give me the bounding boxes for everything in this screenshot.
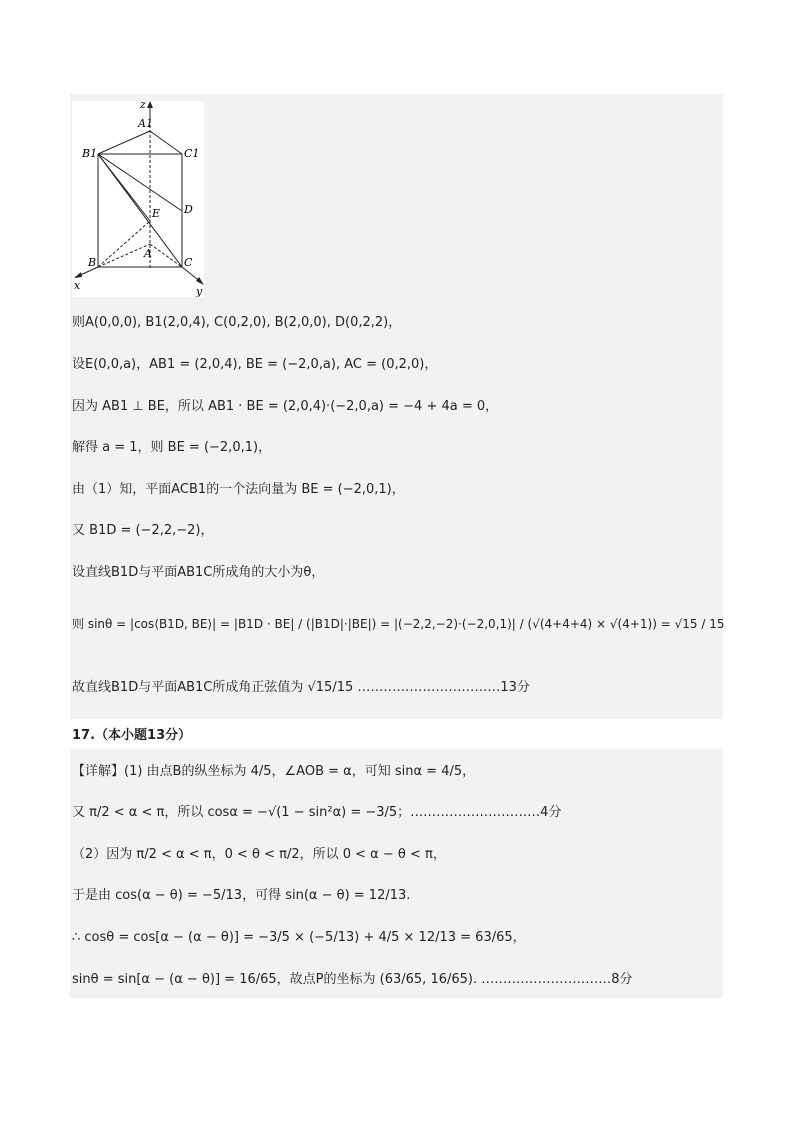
angle-setup-line: 设直线B1D与平面AB1C所成角的大小为θ， [72, 565, 325, 580]
sin-diff-line: 于是由 cos(α − θ) = −5/13，可得 sin(α − θ) = 12/13. [72, 888, 411, 903]
label-c1: C1 [184, 147, 200, 160]
prism-figure [72, 101, 204, 297]
sin-theta-line: sinθ = sin[α − (α − θ)] = 16/65，故点P的坐标为 (63/65, 16/65). …………………………8分 [72, 972, 633, 987]
part2-line: （2）因为 π/2 < α < π，0 < θ < π/2，所以 0 < α − θ < π， [72, 847, 446, 862]
label-a: A [144, 247, 152, 260]
coordinates-line: 则A(0,0,0), B1(2,0,4), C(0,2,0), B(2,0,0), D(0,2,2)， [72, 315, 402, 330]
vectors-line: 设E(0,0,a)，AB1 = (2,0,4), BE = (−2,0,a), AC = (0,2,0)， [72, 357, 438, 372]
perpendicular-line: 因为 AB1 ⊥ BE，所以 AB1 · BE = (2,0,4)·(−2,0,a) = −4 + 4a = 0， [72, 399, 499, 414]
label-c: C [184, 256, 193, 269]
part1-line: 【详解】(1) 由点B的纵坐标为 4/5，∠AOB = α，可知 sinα = 4/5， [72, 764, 476, 779]
label-a1: A1 [138, 117, 153, 130]
b1d-vector-line: 又 B1D = (−2,2,−2)， [72, 523, 214, 538]
label-y: y [196, 285, 203, 297]
solve-a-line: 解得 a = 1，则 BE = (−2,0,1)， [72, 440, 272, 455]
label-b: B [88, 256, 97, 269]
cos-alpha-line: 又 π/2 < α < π，所以 cosα = −√(1 − sin²α) = −3/5；…………………………4分 [72, 805, 562, 820]
label-d: D [184, 203, 193, 216]
solution-block-17 [70, 749, 723, 998]
label-b1: B1 [82, 147, 98, 160]
normal-vector-line: 由（1）知，平面ACB1的一个法向量为 BE = (−2,0,1)， [72, 482, 405, 497]
conclusion-16-line: 故直线B1D与平面AB1C所成角正弦值为 √15/15 ……………………………13分 [72, 680, 530, 695]
label-e: E [152, 207, 161, 220]
label-z: z [140, 101, 146, 111]
problem-17-heading: 17.（本小题13分） [72, 728, 192, 743]
prism-diagram [72, 101, 204, 297]
cos-theta-line: ∴ cosθ = cos[α − (α − θ)] = −3/5 × (−5/13) + 4/5 × 12/13 = 63/65， [72, 930, 526, 945]
sine-computation-line: 则 sinθ = |cos⟨B1D, BE⟩| = |B1D · BE| / (|B1D|·|BE|) = |(−2,2,−2)·(−2,0,1)| / (√(4+4+4) × √(4+1)) = √15 / 15 [72, 617, 725, 631]
label-x: x [74, 279, 81, 292]
